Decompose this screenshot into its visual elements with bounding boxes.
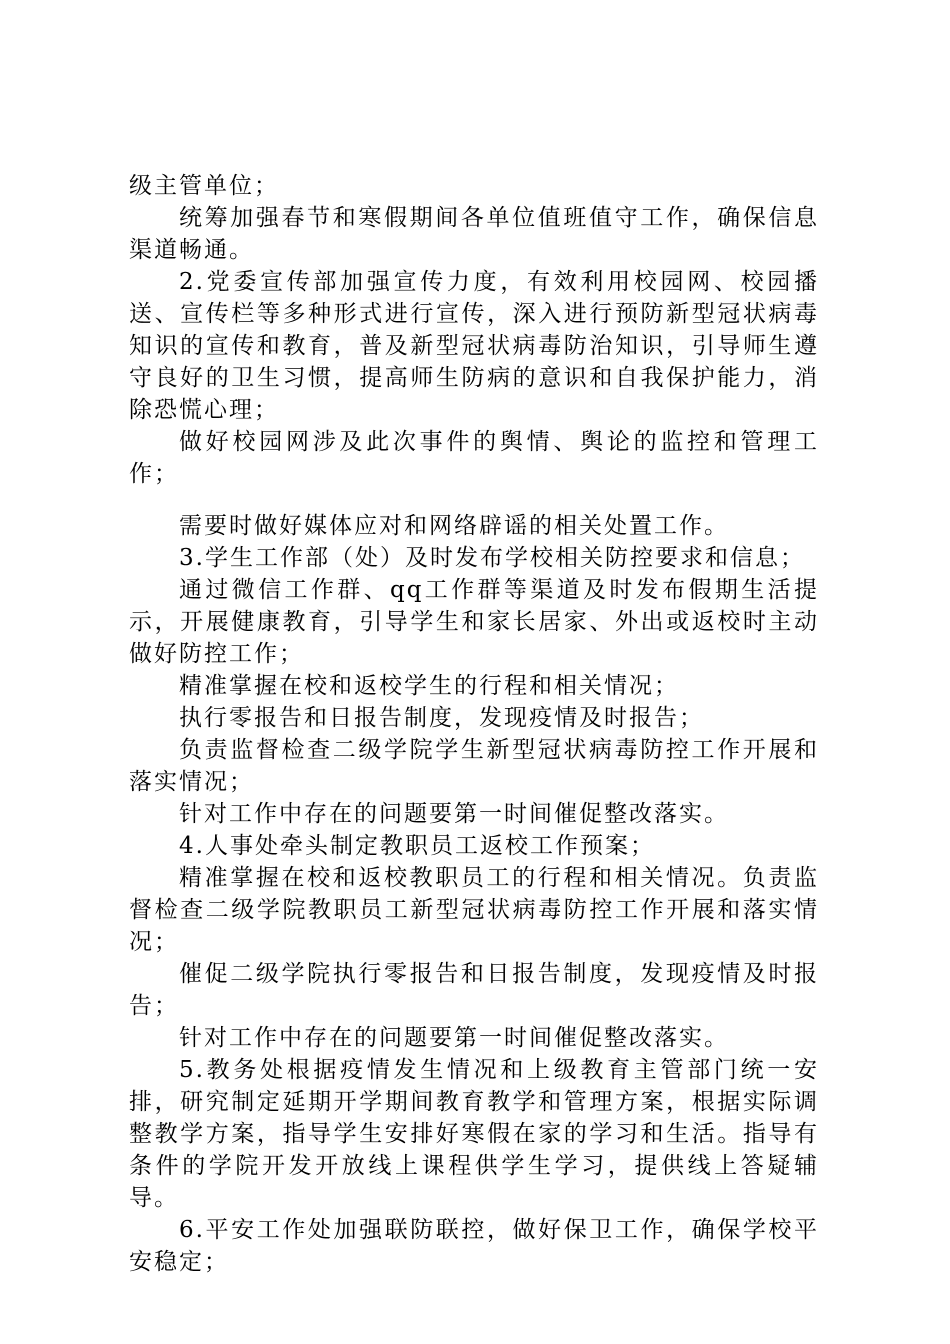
paragraph-15: 针对工作中存在的问题要第一时间催促整改落实。 (179, 1025, 729, 1051)
paragraph-14: 催促二级学院执行零报告和日报告制度，发现疫情及时报告； (129, 961, 819, 1019)
paragraph-13: 精准掌握在校和返校教职员工的行程和相关情况。负责监督检查二级学院教职员工新型冠状病毒防控工作开展和落实情况； (129, 865, 819, 955)
paragraph-5: 需要时做好媒体应对和网络辟谣的相关处置工作。 (179, 513, 729, 539)
paragraph-2: 统筹加强春节和寒假期间各单位值班值守工作，确保信息渠道畅通。 (129, 205, 819, 263)
paragraph-8: 精准掌握在校和返校学生的行程和相关情况； (179, 673, 679, 699)
paragraph-4: 做好校园网涉及此次事件的舆情、舆论的监控和管理工作； (129, 429, 819, 487)
document-body (129, 170, 819, 1278)
paragraph-17: 6.平安工作处加强联防联控，做好保卫工作，确保学校平安稳定； (129, 1217, 819, 1275)
paragraph-12: 4.人事处牵头制定教职员工返校工作预案； (179, 833, 655, 859)
paragraph-1: 级主管单位； (129, 173, 279, 199)
paragraph-11: 针对工作中存在的问题要第一时间催促整改落实。 (179, 801, 729, 827)
paragraph-10: 负责监督检查二级学院学生新型冠状病毒防控工作开展和落实情况； (129, 737, 819, 795)
paragraph-3: 2.党委宣传部加强宣传力度，有效利用校园网、校园播送、宣传栏等多种形式进行宣传，深入进行预防新型冠状病毒知识的宣传和教育，普及新型冠状病毒防治知识，引导师生遵守良好的卫生习惯，提高师生防病的意识和自我保护能力，消除恐慌心理； (129, 269, 819, 423)
paragraph-16: 5.教务处根据疫情发生情况和上级教育主管部门统一安排，研究制定延期开学期间教育教学和管理方案，根据实际调整教学方案，指导学生安排好寒假在家的学习和生活。指导有条件的学院开发开放线上课程供学生学习，提供线上答疑辅导。 (129, 1057, 819, 1211)
paragraph-7: 通过微信工作群、qq工作群等渠道及时发布假期生活提示，开展健康教育，引导学生和家长居家、外出或返校时主动做好防控工作； (129, 577, 819, 667)
paragraph-6: 3.学生工作部（处）及时发布学校相关防控要求和信息； (179, 545, 805, 571)
paragraph-9: 执行零报告和日报告制度，发现疫情及时报告； (179, 705, 704, 731)
